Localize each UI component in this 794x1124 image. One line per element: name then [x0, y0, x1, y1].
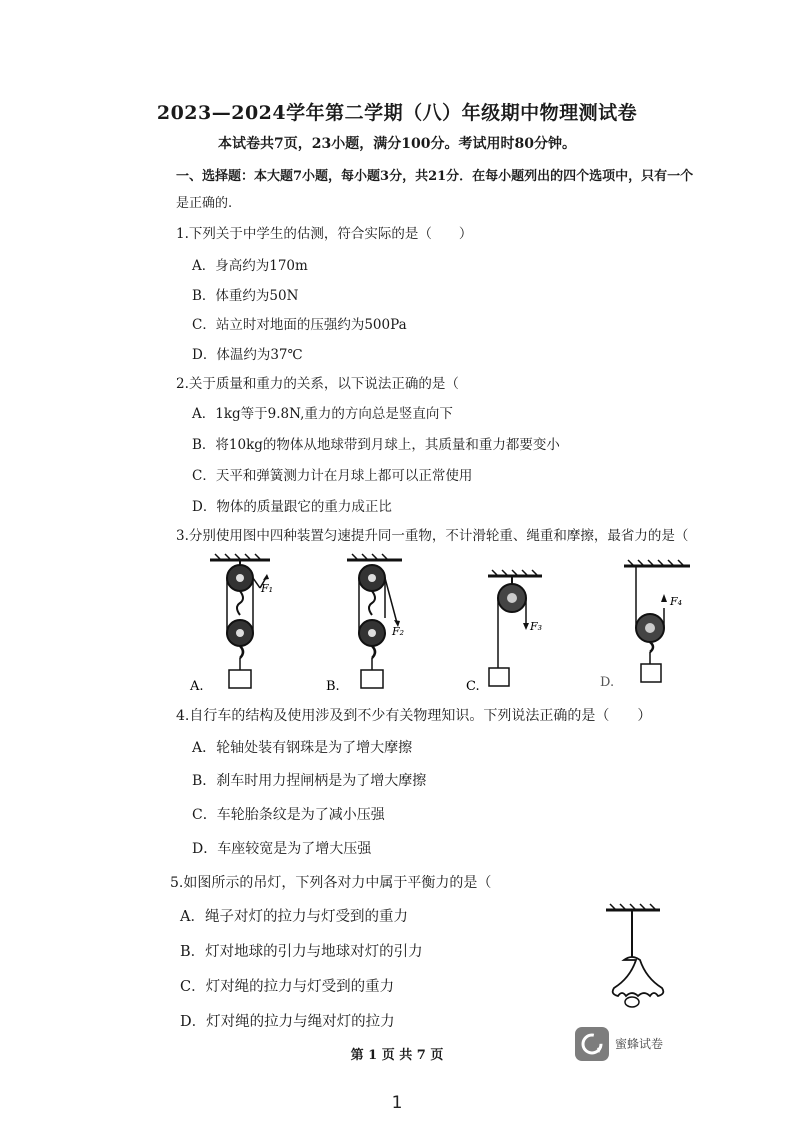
question-4-option-a: A．轮轴处装有钢珠是为了增大摩擦 — [192, 740, 413, 756]
question-4-option-b: B．刹车时用力捏闸柄是为了增大摩擦 — [192, 773, 427, 789]
section-instructions: 一、选择题：本大题7小题，每小题3分，共21分．在每小题列出的四个选项中，只有一个 — [176, 169, 694, 184]
question-2-option-b: B．将10kg的物体从地球带到月球上，其质量和重力都要变小 — [192, 437, 560, 453]
figure-label-d: D. — [600, 675, 615, 690]
hanging-lamp-figure — [590, 898, 680, 1018]
question-1-option-d: D．体温约为37℃ — [192, 347, 303, 363]
question-1-stem: 1.下列关于中学生的估测，符合实际的是（ ） — [176, 226, 473, 242]
pulley-figure-c — [462, 566, 562, 696]
question-1-option-b: B．体重约为50N — [192, 288, 299, 304]
question-4-option-c: C．车轮胎条纹是为了减小压强 — [192, 807, 385, 823]
question-4-option-d: D．车座较宽是为了增大压强 — [192, 841, 372, 857]
question-1-option-c: C．站立时对地面的压强约为500Pa — [192, 317, 407, 333]
question-5-option-d: D．灯对绳的拉力与绳对灯的拉力 — [180, 1014, 395, 1030]
figure-label-b: B. — [326, 679, 340, 694]
force-label-f4: F₄ — [670, 595, 683, 608]
question-5-option-c: C．灯对绳的拉力与灯受到的重力 — [180, 979, 395, 995]
force-label-f3: F₃ — [530, 620, 543, 633]
section-heading-cont: 是正确的. — [176, 196, 233, 211]
force-label-f1: F₁ — [261, 582, 274, 595]
question-5-option-b: B．灯对地球的引力与地球对灯的引力 — [180, 944, 423, 960]
exam-subtitle: 本试卷共7页，23小题，满分100分。考试用时80分钟。 — [218, 136, 576, 152]
page-footer: 第 1 页 共 7 页 — [350, 1048, 444, 1063]
pulley-figure-a — [185, 548, 285, 698]
figure-label-c: C. — [466, 679, 480, 694]
page-number: 1 — [391, 1093, 403, 1113]
question-2-option-a: A．1kg等于9.8N,重力的方向总是竖直向下 — [192, 406, 453, 422]
pulley-figure-d — [598, 558, 698, 690]
question-5-option-a: A．绳子对灯的拉力与灯受到的重力 — [180, 909, 408, 925]
question-5-stem: 5.如图所示的吊灯，下列各对力中属于平衡力的是（ — [170, 875, 492, 891]
question-2-option-d: D．物体的质量跟它的重力成正比 — [192, 499, 392, 515]
figure-label-a: A. — [190, 679, 204, 694]
force-label-f2: F₂ — [392, 625, 405, 638]
question-2-stem: 2.关于质量和重力的关系，以下说法正确的是（ — [176, 376, 459, 392]
question-1-option-a: A．身高约为170m — [192, 258, 308, 274]
question-3-stem: 3.分别使用图中四种装置匀速提升同一重物，不计滑轮重、绳重和摩擦，最省力的是（ — [176, 528, 689, 544]
question-4-stem: 4.自行车的结构及使用涉及到不少有关物理知识。下列说法正确的是（ ） — [176, 708, 652, 724]
watermark-text: 蜜蜂试卷 — [615, 1037, 664, 1051]
refresh-logo-icon — [575, 1027, 609, 1061]
pulley-figure-b — [322, 548, 422, 698]
question-2-option-c: C．天平和弹簧测力计在月球上都可以正常使用 — [192, 468, 473, 484]
watermark — [575, 1027, 695, 1061]
exam-title: 2023—2024学年第二学期（八）年级期中物理测试卷 — [156, 102, 638, 124]
section-heading — [176, 165, 693, 184]
